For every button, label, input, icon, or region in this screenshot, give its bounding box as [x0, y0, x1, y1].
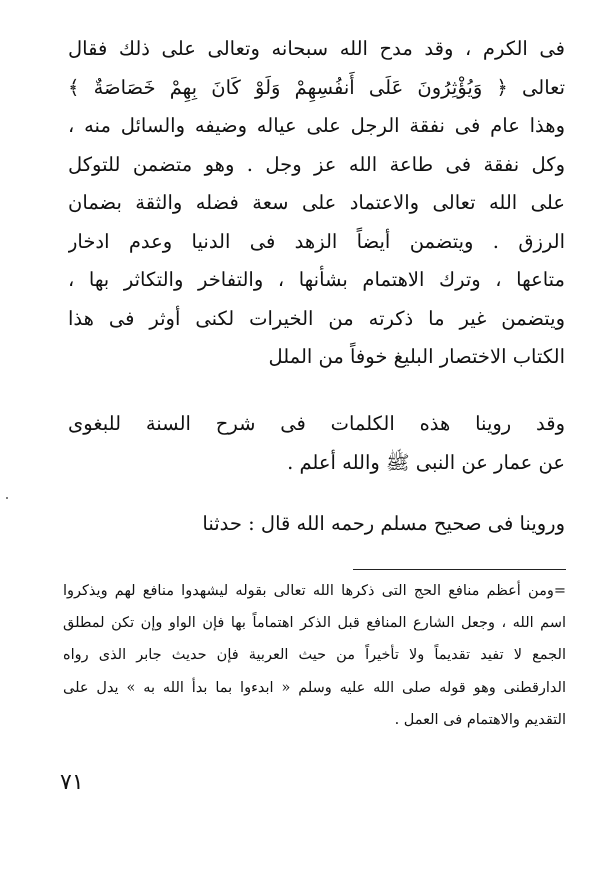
footnote-divider [353, 569, 566, 570]
text-line: وهذا عام فى نفقة الرجل على عياله وضيفه والسائل منه ، [68, 114, 565, 137]
text-line: تعالى ﴿ وَيُؤْثِرُونَ عَلَى أَنفُسِهِمْ وَلَوْ كَانَ بِهِمْ خَصَاصَةٌ ﴾ [68, 75, 565, 99]
footnote-line: التقديم والاهتمام فى العمل . [394, 711, 566, 728]
footnote-line: الجمع لا تفيد تقديماً ولا تأخيراً من حيث العربية فإن حديث جابر الذى رواه [63, 647, 566, 664]
paragraph-2 [68, 404, 565, 482]
text-line: على الله تعالى والاعتماد على سعة فضله والثقة بضمان [68, 191, 565, 214]
footnote-block [63, 575, 566, 736]
footnote-line: =ومن أعظم منافع الحج التى ذكرها الله تعالى بقوله ليشهدوا منافع لهم ويذكروا [63, 583, 566, 599]
text-line: فى الكرم ، وقد مدح الله سبحانه وتعالى على ذلك فقال [68, 37, 565, 60]
text-line: وكل نفقة فى طاعة الله عز وجل . وهو متضمن للتوكل [68, 152, 565, 176]
text-line: عن عمار عن النبى ﷺ والله أعلم . [287, 451, 565, 474]
text-line: وروينا فى صحيح مسلم رحمه الله قال : حدثنا [202, 512, 565, 535]
footnote-line: الدارقطنى وهو قوله صلى الله عليه وسلم « ابدءوا بما بدأ الله به » يدل على [63, 679, 566, 696]
text-line: الكتاب الاختصار البليغ خوفاً من الملل [268, 345, 565, 368]
scan-speck [6, 497, 8, 499]
text-line: متاعها ، وترك الاهتمام بشأنها ، والتفاخر والتكاثر بها ، [68, 268, 565, 291]
paragraph-1 [68, 30, 565, 377]
text-line: وقد روينا هذه الكلمات فى شرح السنة للبغوى [68, 412, 565, 435]
text-line: الرزق . ويتضمن أيضاً الزهد فى الدنيا وعدم ادخار [68, 229, 565, 253]
footnote-line: اسم الله ، وجعل الشارع المنافع قبل الذكر اهتماماً بها فإن الواو وإن تكن لمطلق [63, 615, 566, 632]
page-number: ٧١ [60, 770, 84, 795]
paragraph-3 [68, 504, 565, 543]
text-line: ويتضمن غير ما ذكرته من الخيرات لكنى أوثر فى هذا [68, 306, 565, 330]
